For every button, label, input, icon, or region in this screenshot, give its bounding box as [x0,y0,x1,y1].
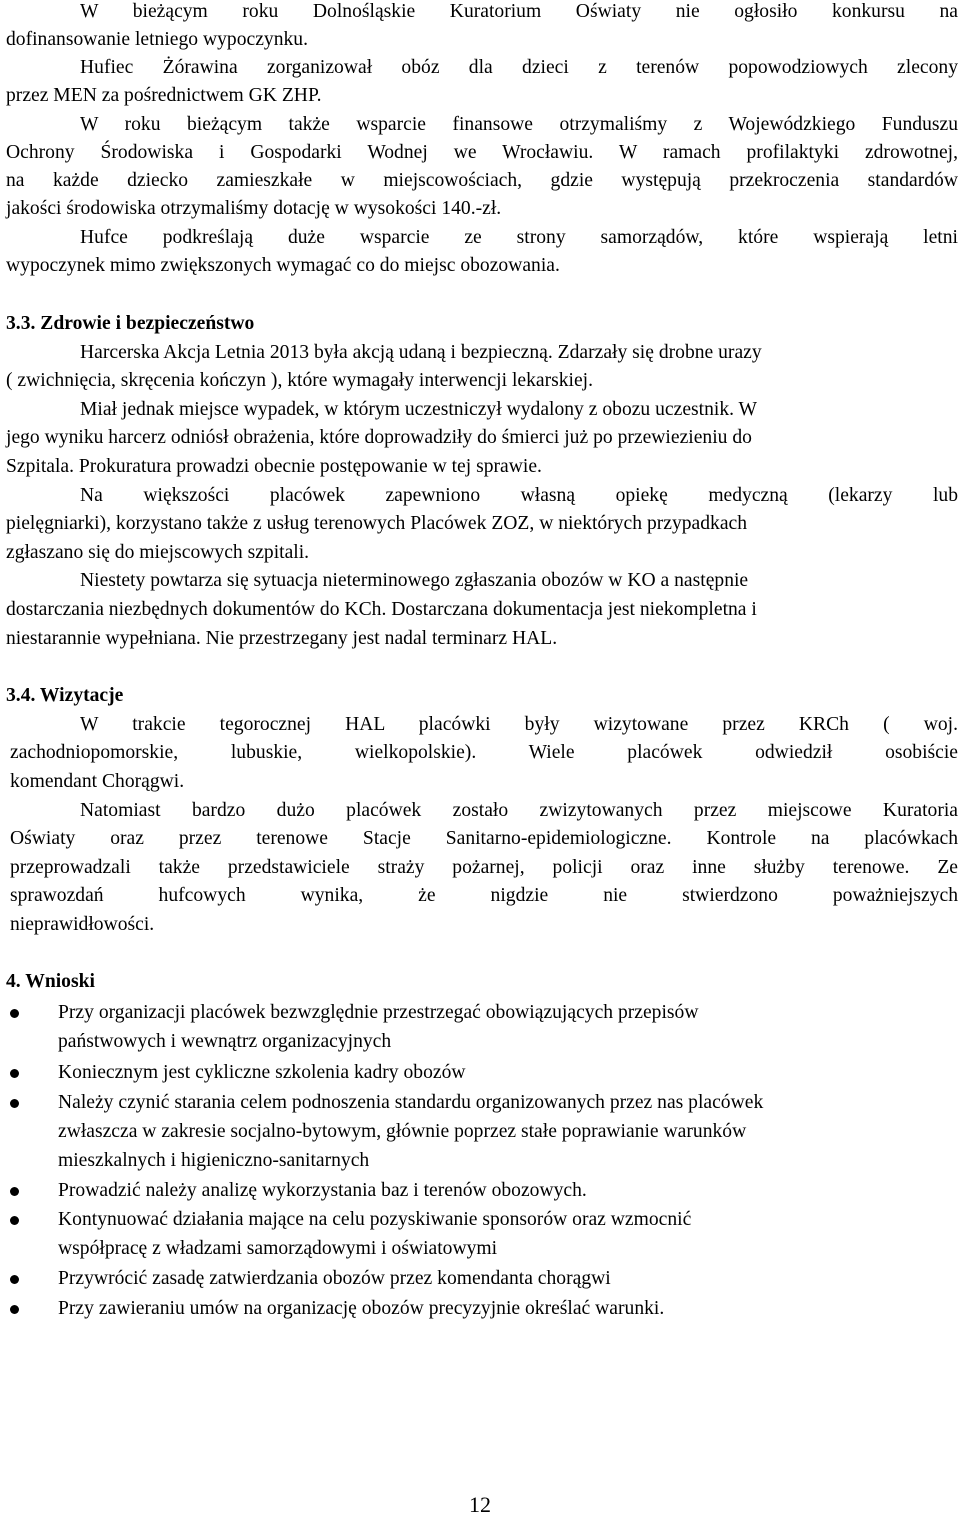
text-line: Hufiec Żórawina zorganizował obóz dla dzieci z terenów popowodziowych zlecony [80,57,958,78]
text-line: Natomiast bardzo dużo placówek zostało zwizytowanych przez miejscowe Kuratoria [80,800,958,821]
text-line: Oświaty oraz przez terenowe Stacje Sanitarno-epidemiologiczne. Kontrole na placówkach [10,828,958,849]
text-line: jakości środowiska otrzymaliśmy dotację w wysokości 140.-zł. [6,198,502,219]
text-line: na każde dziecko zamieszkałe w miejscowościach, gdzie występują przekroczenia standardów [6,170,958,191]
text-line: Na większości placówek zapewniono własną opiekę medyczną (lekarzy lub [80,485,958,506]
bullet-icon [10,1009,19,1018]
text-line: Szpitala. Prokuratura prowadzi obecnie postępowanie w tej sprawie. [6,456,542,477]
text-line: przez MEN za pośrednictwem GK ZHP. [6,85,322,106]
list-item-line: Prowadzić należy analizę wykorzystania baz i terenów obozowych. [58,1180,587,1201]
list-item-line: Kontynuować działania mające na celu pozyskiwanie sponsorów oraz wzmocnić [58,1209,692,1230]
text-line: sprawozdań hufcowych wynika, że nigdzie nie stwierdzono poważniejszych [10,885,958,906]
list-item-line: państwowych i wewnątrz organizacyjnych [58,1031,392,1052]
bullet-icon [10,1069,19,1078]
list-item-line: Przy zawieraniu umów na organizację obozów precyzyjnie określać warunki. [58,1298,665,1319]
text-line: Harcerska Akcja Letnia 2013 była akcją udaną i bezpieczną. Zdarzały się drobne urazy [80,342,762,363]
bullet-icon [10,1099,19,1108]
bullet-icon [10,1216,19,1225]
section-heading-inspections: 3.4. Wizytacje [6,685,124,706]
text-line: zachodniopomorskie, lubuskie, wielkopolskie). Wiele placówek odwiedził osobiście [10,742,958,763]
list-item-line: zwłaszcza w zakresie socjalno-bytowym, głównie poprzez stałe poprawianie warunków [58,1121,747,1142]
text-line: zgłaszano się do miejscowych szpitali. [6,542,310,563]
text-line: pielęgniarki), korzystano także z usług terenowych Placówek ZOZ, w niektórych przypadkach [6,513,748,534]
section-heading-conclusions: 4. Wnioski [6,971,95,992]
text-line: komendant Chorągwi. [10,771,185,792]
bullet-icon [10,1187,19,1196]
text-line: nieprawidłowości. [10,914,155,935]
text-line: Hufce podkreślają duże wsparcie ze strony samorządów, które wspierają letni [80,227,958,248]
list-item-line: współpracę z władzami samorządowymi i oświatowymi [58,1238,498,1259]
text-line: jego wyniku harcerz odniósł obrażenia, które doprowadziły do śmierci już po przewiezieniu do [6,427,752,448]
text-line: wypoczynek mimo zwiększonych wymagać co do miejsc obozowania. [6,255,560,276]
list-item-line: Przy organizacji placówek bezwzględnie przestrzegać obowiązujących przepisów [58,1002,699,1023]
text-line: niestarannie wypełniana. Nie przestrzegany jest nadal terminarz HAL. [6,628,558,649]
text-line: dostarczania niezbędnych dokumentów do KCh. Dostarczana dokumentacja jest niekompletna i [6,599,757,620]
page-number: 12 [469,1492,491,1517]
bullet-icon [10,1275,19,1284]
list-item-line: mieszkalnych i higieniczno-sanitarnych [58,1150,370,1171]
text-line: Niestety powtarza się sytuacja nieterminowego zgłaszania obozów w KO a następnie [80,570,749,591]
section-heading-health-safety: 3.3. Zdrowie i bezpieczeństwo [6,313,255,334]
text-line: Miał jednak miejsce wypadek, w którym uczestniczył wydalony z obozu uczestnik. W [80,399,758,420]
text-line: ( zwichnięcia, skręcenia kończyn ), które wymagały interwencji lekarskiej. [6,370,594,391]
list-item-line: Należy czynić starania celem podnoszenia standardu organizowanych przez nas placówek [58,1092,764,1113]
bullet-icon [10,1305,19,1314]
list-item-line: Przywrócić zasadę zatwierdzania obozów przez komendanta chorągwi [58,1268,611,1289]
text-line: W roku bieżącym także wsparcie finansowe otrzymaliśmy z Wojewódzkiego Funduszu [80,114,958,135]
list-item-line: Koniecznym jest cykliczne szkolenia kadry obozów [58,1062,466,1083]
text-line: przeprowadzali także przedstawiciele straży pożarnej, policji oraz inne służby terenowe. Ze [10,857,958,878]
text-line: W trakcie tegorocznej HAL placówki były wizytowane przez KRCh ( woj. [80,714,958,735]
text-line: Ochrony Środowiska i Gospodarki Wodnej we Wrocławiu. W ramach profilaktyki zdrowotnej, [6,142,958,163]
text-line: W bieżącym roku Dolnośląskie Kuratorium Oświaty nie ogłosiło konkursu na [80,1,958,22]
text-line: dofinansowanie letniego wypoczynku. [6,29,308,50]
